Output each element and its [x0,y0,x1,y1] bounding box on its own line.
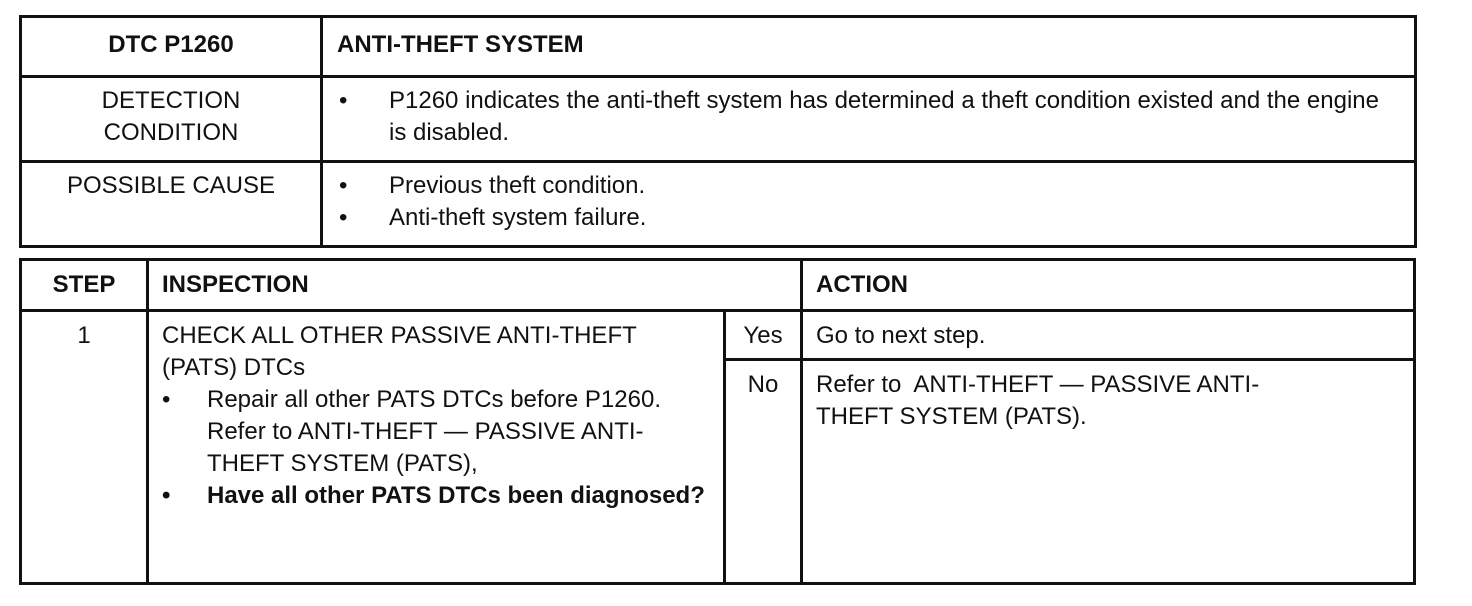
inspection-header: INSPECTION [148,260,802,311]
inspection-title: CHECK ALL OTHER PASSIVE ANTI-THEFT (PATS) DTCs [162,322,637,381]
dtc-title: ANTI-THEFT SYSTEM [322,17,1416,77]
inspection-question: • Have all other PATS DTCs been diagnosed? [162,480,709,512]
yes-label: Yes [725,311,802,360]
possible-cause-list [322,162,1416,247]
step-number: 1 [21,311,148,584]
dtc-code: DTC P1260 [21,17,322,77]
action-header: ACTION [802,260,1415,311]
detection-label-line1: DETECTION [101,87,241,114]
no-label: No [725,360,802,584]
detection-text: • P1260 indicates the anti-theft system has determined a theft condition existed and the engine is disabled. [339,85,1394,149]
inspection-cell [148,311,725,584]
possible-cause-label: POSSIBLE CAUSE [21,162,322,247]
detection-condition-value [322,77,1416,162]
step-header: STEP [21,260,148,311]
step-table-header-row [21,260,1415,311]
dtc-header-row [21,17,1416,77]
possible-cause-row [21,162,1416,247]
cause-item: • Anti-theft system failure. [339,202,1402,234]
detection-label-line2: CONDITION [103,119,239,146]
step-row [21,311,1415,360]
inspection-bullet: • Repair all other PATS DTCs before P1260. Refer to ANTI-THEFT — PASSIVE ANTI-THEFT SYSTEM (PATS), [162,384,709,480]
yes-action: Go to next step. [802,311,1415,360]
cause-item: • Previous theft condition. [339,170,1402,202]
detection-condition-label [21,77,322,162]
inspection-step-table [19,258,1416,585]
dtc-info-table [19,15,1417,248]
no-action: Refer to ANTI-THEFT — PASSIVE ANTI-THEFT SYSTEM (PATS). [802,360,1415,584]
detection-condition-row [21,77,1416,162]
